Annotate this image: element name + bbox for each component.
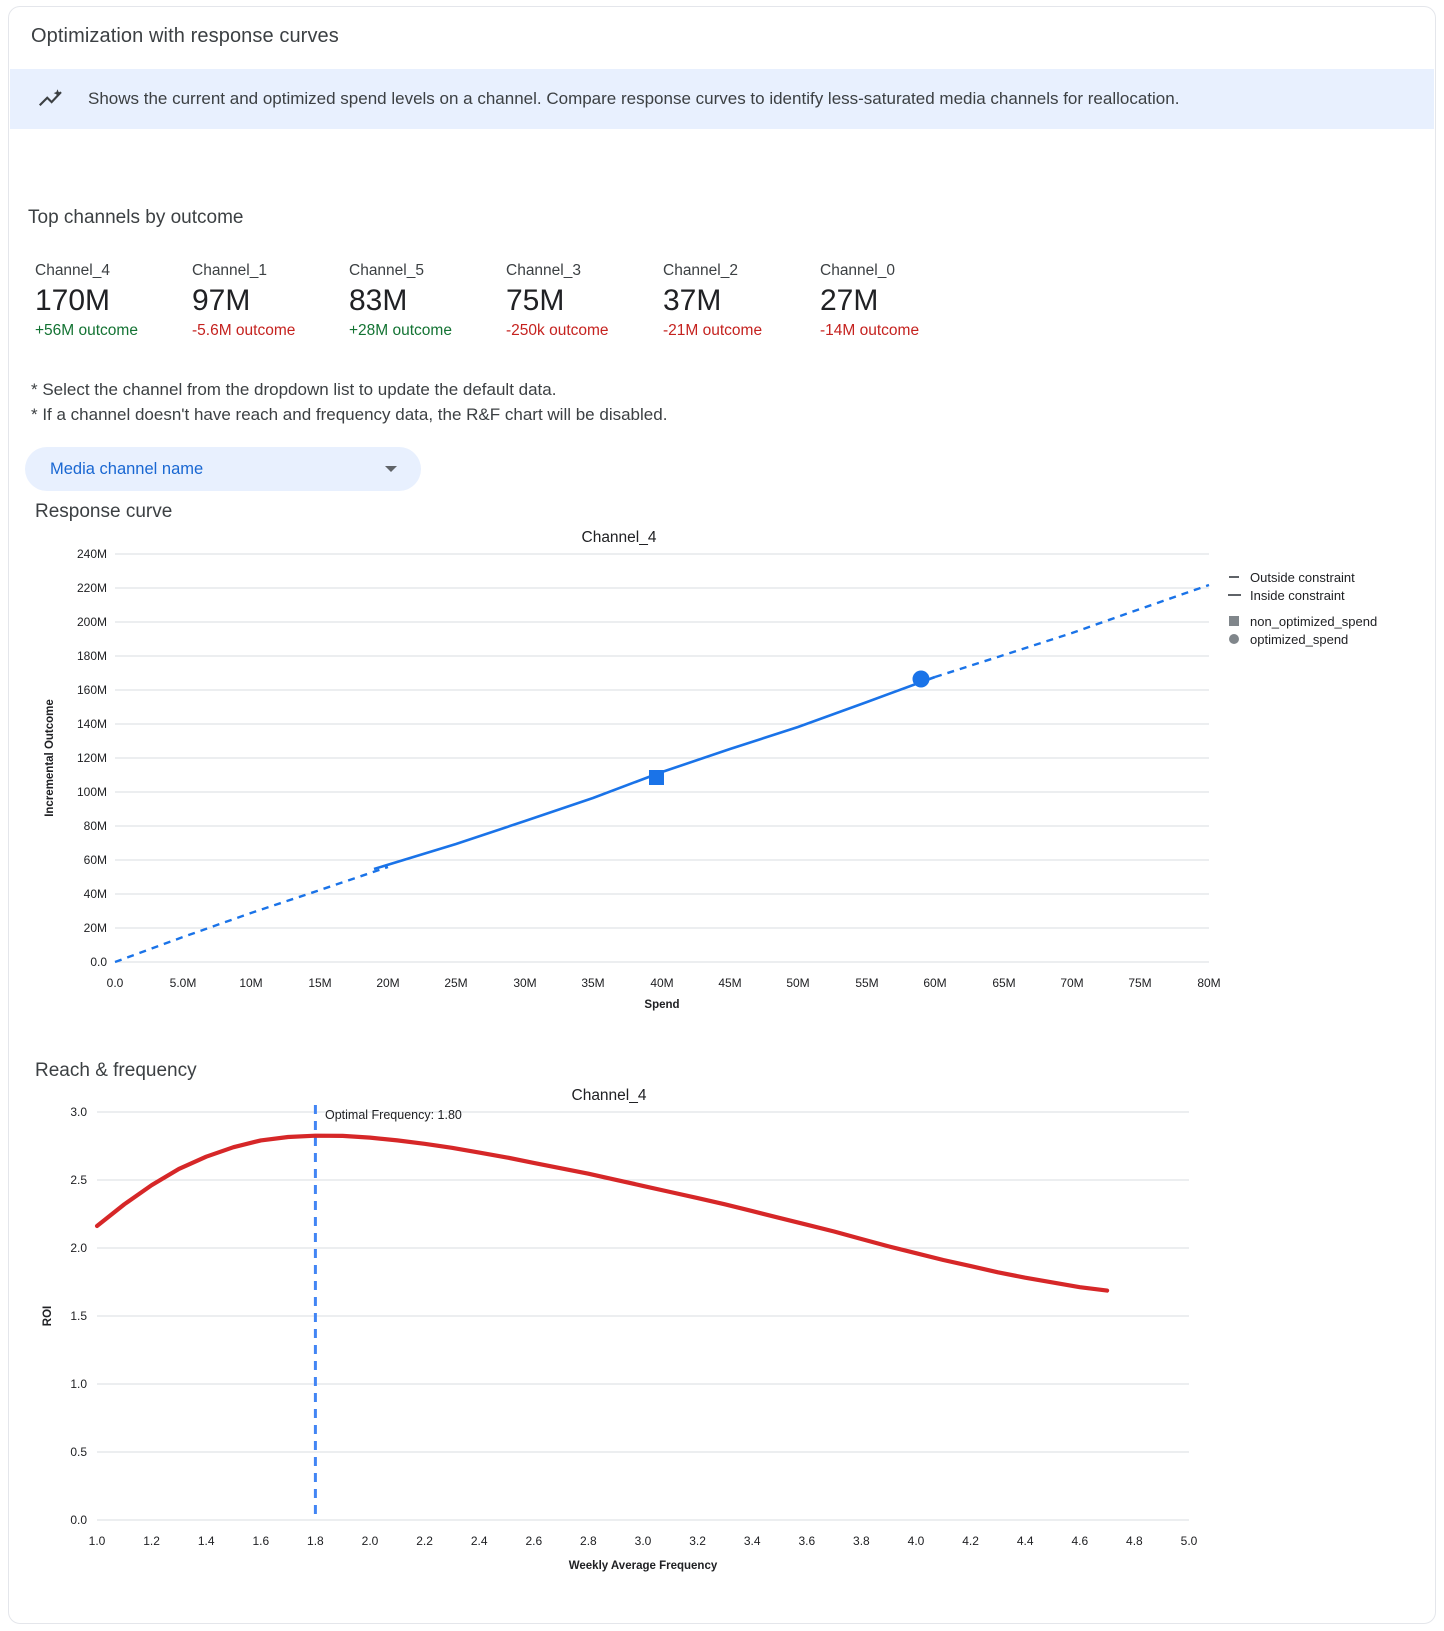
chevron-down-icon	[385, 466, 397, 472]
svg-text:3.0: 3.0	[634, 1534, 652, 1548]
dash-outside-icon	[1225, 576, 1243, 578]
legend-item	[1225, 569, 1377, 585]
response-chart-title: Channel_4	[581, 529, 657, 546]
response-chart-svg	[29, 521, 1329, 1021]
trending-up-icon	[36, 84, 66, 114]
svg-text:200M: 200M	[76, 615, 107, 629]
svg-text:80M: 80M	[1197, 976, 1221, 990]
svg-text:2.4: 2.4	[470, 1534, 488, 1548]
channel-outcome-delta: -21M outcome	[663, 322, 763, 339]
optimal-frequency-annotation: Optimal Frequency: 1.80	[325, 1108, 462, 1122]
svg-text:2.5: 2.5	[70, 1173, 87, 1187]
response-curve-heading: Response curve	[35, 501, 173, 522]
svg-text:2.2: 2.2	[416, 1534, 433, 1548]
svg-text:15M: 15M	[308, 976, 332, 990]
svg-text:140M: 140M	[76, 717, 107, 731]
svg-text:2.0: 2.0	[361, 1534, 379, 1548]
svg-text:75M: 75M	[1128, 976, 1152, 990]
response-chart-legend	[1225, 569, 1377, 649]
svg-text:220M: 220M	[76, 581, 107, 595]
rnf-x-axis-label: Weekly Average Frequency	[568, 1560, 718, 1572]
response-curve-chart	[29, 521, 1329, 1021]
svg-text:30M: 30M	[513, 976, 537, 990]
svg-text:60M: 60M	[923, 976, 947, 990]
legend-item	[1225, 587, 1377, 603]
svg-text:120M: 120M	[76, 751, 107, 765]
channel-outcome-delta: -250k outcome	[506, 322, 609, 339]
reach-frequency-heading: Reach & frequency	[35, 1060, 197, 1081]
channel-summary-card	[663, 262, 820, 340]
channel-name: Channel_2	[663, 262, 738, 279]
svg-text:80M: 80M	[83, 819, 107, 833]
channel-outcome-value: 75M	[506, 284, 565, 317]
svg-text:60M: 60M	[83, 853, 107, 867]
svg-text:0.0: 0.0	[106, 976, 124, 990]
svg-text:10M: 10M	[239, 976, 263, 990]
page-title: Optimization with response curves	[31, 25, 339, 47]
svg-text:4.8: 4.8	[1126, 1534, 1143, 1548]
svg-text:25M: 25M	[444, 976, 468, 990]
svg-text:1.0: 1.0	[88, 1534, 106, 1548]
channel-outcome-value: 27M	[820, 284, 879, 317]
channel-summary-card	[506, 262, 663, 340]
legend-item	[1225, 613, 1377, 629]
svg-text:4.4: 4.4	[1016, 1534, 1034, 1548]
legend-item	[1225, 631, 1377, 647]
legend-label: Outside constraint	[1250, 569, 1355, 585]
channel-summary-card	[192, 262, 349, 340]
channel-summary-card	[35, 262, 192, 340]
channel-name: Channel_5	[349, 262, 424, 279]
svg-text:5.0M: 5.0M	[169, 976, 197, 990]
legend-spacer	[1225, 605, 1377, 613]
svg-text:35M: 35M	[581, 976, 605, 990]
circle-marker-icon	[1225, 634, 1243, 644]
svg-text:3.8: 3.8	[853, 1534, 870, 1548]
channel-name: Channel_1	[192, 262, 267, 279]
channel-outcome-value: 83M	[349, 284, 408, 317]
note-line-1: * Select the channel from the dropdown list to update the default data.	[31, 380, 557, 399]
svg-text:0.0: 0.0	[90, 955, 107, 969]
channel-outcome-value: 37M	[663, 284, 722, 317]
svg-text:100M: 100M	[76, 785, 107, 799]
svg-text:160M: 160M	[76, 683, 107, 697]
svg-text:5.0: 5.0	[1180, 1534, 1198, 1548]
channel-summary-card	[349, 262, 506, 340]
channel-outcome-value: 170M	[35, 284, 111, 317]
legend-label: Inside constraint	[1250, 587, 1345, 603]
channel-name: Channel_0	[820, 262, 895, 279]
svg-text:1.8: 1.8	[307, 1534, 324, 1548]
svg-text:65M: 65M	[992, 976, 1016, 990]
non-optimized-spend-marker	[649, 770, 664, 785]
note-line-2: * If a channel doesn't have reach and frequency data, the R&F chart will be disabled.	[31, 405, 668, 424]
svg-text:1.5: 1.5	[70, 1309, 87, 1323]
legend-label: non_optimized_spend	[1250, 613, 1378, 629]
channel-name: Channel_4	[35, 262, 110, 279]
svg-text:3.2: 3.2	[689, 1534, 706, 1548]
svg-text:2.6: 2.6	[525, 1534, 543, 1548]
svg-text:45M: 45M	[718, 976, 742, 990]
top-channels-heading: Top channels by outcome	[28, 207, 244, 228]
media-channel-dropdown-label: Media channel name	[50, 459, 204, 478]
svg-text:1.4: 1.4	[197, 1534, 215, 1548]
channel-outcome-delta: -5.6M outcome	[192, 322, 296, 339]
response-x-axis-label: Spend	[644, 999, 680, 1011]
svg-text:1.0: 1.0	[70, 1377, 87, 1391]
svg-text:4.0: 4.0	[907, 1534, 925, 1548]
svg-text:0.5: 0.5	[70, 1445, 87, 1459]
rnf-chart-svg	[29, 1079, 1249, 1609]
square-marker-icon	[1225, 616, 1243, 626]
svg-text:40M: 40M	[650, 976, 674, 990]
svg-text:20M: 20M	[376, 976, 400, 990]
svg-text:40M: 40M	[83, 887, 107, 901]
svg-text:1.2: 1.2	[143, 1534, 160, 1548]
svg-text:70M: 70M	[1060, 976, 1084, 990]
svg-text:50M: 50M	[786, 976, 810, 990]
svg-text:0.0: 0.0	[70, 1513, 87, 1527]
channel-outcome-delta: +56M outcome	[35, 322, 138, 339]
info-banner-text: Shows the current and optimized spend levels on a channel. Compare response curves to identify less-saturated media channels for reallocation.	[88, 89, 1180, 108]
notes	[31, 377, 667, 427]
svg-text:3.4: 3.4	[743, 1534, 761, 1548]
rnf-y-axis-label: ROI	[42, 1305, 54, 1327]
svg-text:2.0: 2.0	[70, 1241, 87, 1255]
channel-name: Channel_3	[506, 262, 581, 279]
optimized-spend-marker	[913, 671, 930, 688]
channel-outcome-delta: -14M outcome	[820, 322, 920, 339]
svg-text:3.6: 3.6	[798, 1534, 816, 1548]
svg-text:55M: 55M	[855, 976, 879, 990]
info-banner	[10, 69, 1434, 129]
channel-outcome-value: 97M	[192, 284, 251, 317]
legend-label: optimized_spend	[1250, 631, 1349, 647]
channel-summary-list	[35, 262, 977, 340]
svg-text:4.6: 4.6	[1071, 1534, 1089, 1548]
response-y-axis-label: Incremental Outcome	[44, 699, 56, 817]
svg-text:3.0: 3.0	[70, 1105, 87, 1119]
rnf-chart-title: Channel_4	[571, 1087, 647, 1104]
svg-text:20M: 20M	[83, 921, 107, 935]
svg-text:4.2: 4.2	[962, 1534, 979, 1548]
media-channel-dropdown[interactable]	[25, 447, 421, 491]
svg-text:180M: 180M	[76, 649, 107, 663]
svg-text:2.8: 2.8	[580, 1534, 597, 1548]
svg-text:240M: 240M	[76, 547, 107, 561]
dash-inside-icon	[1225, 594, 1243, 596]
optimization-card	[8, 6, 1436, 1624]
channel-summary-card	[820, 262, 977, 340]
channel-outcome-delta: +28M outcome	[349, 322, 452, 339]
reach-frequency-chart	[29, 1079, 1249, 1609]
svg-text:1.6: 1.6	[252, 1534, 270, 1548]
